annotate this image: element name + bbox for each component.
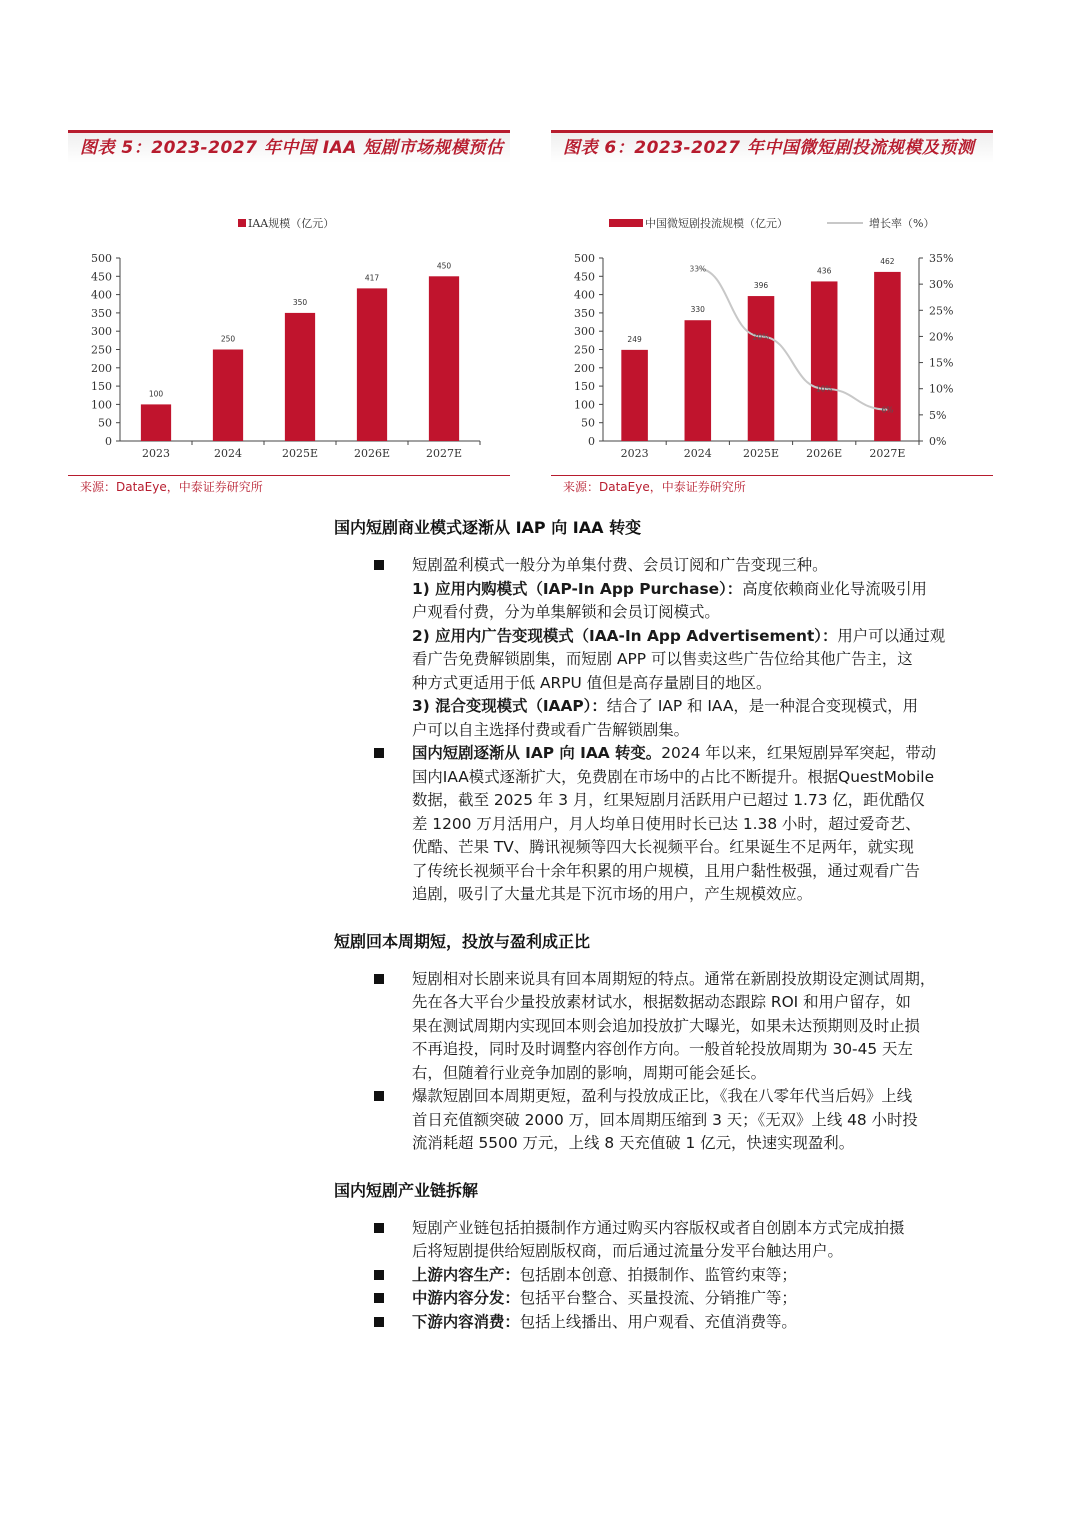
line-value-label: 10% [815, 384, 833, 394]
square-bullet-icon [374, 748, 384, 758]
model-name: 1) 应用内购模式（IAP-In App Purchase）： [412, 579, 743, 598]
square-bullet-icon [374, 1270, 384, 1280]
bar [429, 276, 459, 441]
line-value-label: 33% [689, 264, 707, 274]
bar-value-label: 330 [690, 305, 705, 315]
square-bullet-icon [374, 1293, 384, 1303]
list-item [336, 968, 1006, 1086]
paragraph-line: 首日充值额突破 2000 万，回本周期压缩到 3 天；《无双》上线 48 小时投 [412, 1110, 918, 1129]
bar-value-label: 249 [627, 334, 642, 344]
paragraph-line: 短剧盈利模式一般分为单集付费、会员订阅和广告变现三种。 [412, 556, 828, 574]
bar [685, 320, 712, 441]
figure-source: 来源：DataEye，中泰证券研究所 [551, 475, 993, 495]
iaa-market-size-chart [68, 163, 510, 463]
paragraph-line: 先在各大平台少量投放素材试水，根据数据动态跟踪 ROI 和用户留存，如 [412, 993, 911, 1011]
paragraph-line: 上游内容生产：包括剧本创意、拍摄制作、监管约束等； [412, 1265, 797, 1284]
line-value-label: 20% [752, 332, 770, 342]
bar-value-label: 462 [880, 256, 895, 266]
paragraph-line: 1) 应用内购模式（IAP-In App Purchase）：高度依赖商业化导流吸引用 [412, 579, 927, 598]
legend-swatch [609, 219, 643, 227]
paragraph-line: 短剧产业链包括拍摄制作方通过购买内容版权或者自创剧本方式完成拍摄 [412, 1218, 905, 1237]
bar [621, 350, 648, 441]
model-name: 3) 混合变现模式（IAAP）： [412, 697, 607, 715]
figure-title: 图表 6：2023-2027 年中国微短剧投流规模及预测 [551, 130, 993, 163]
square-bullet-icon [374, 1223, 384, 1233]
section-heading: 国内短剧产业链拆解 [334, 1180, 479, 1200]
legend-label: 中国微短剧投流规模（亿元） [645, 217, 788, 230]
model-name: 2) 应用内广告变现模式（IAA-In App Advertisement）： [412, 626, 838, 645]
bar [213, 350, 243, 442]
paragraph-line: 看广告免费解锁剧集，而短剧 APP 可以售卖这些广告位给其他广告主，这 [412, 650, 913, 668]
paragraph-line: 后将短剧提供给短剧版权商，而后通过流量分发平台触达用户。 [412, 1242, 843, 1260]
x-tick-label: 2024 [683, 447, 712, 460]
y-tick-label: 250 [574, 343, 595, 357]
y-tick-label: 300 [574, 325, 595, 339]
list-item [336, 1264, 1006, 1288]
bar [748, 296, 775, 441]
bar-value-label: 417 [364, 273, 380, 283]
x-tick-label: 2023 [620, 447, 649, 460]
growth-rate-line [698, 268, 888, 409]
y-tick-label: 50 [98, 416, 112, 430]
y-tick-label: 0 [588, 435, 595, 448]
y-tick-label: 100 [91, 398, 112, 412]
figure-title: 图表 5：2023-2027 年中国 IAA 短剧市场规模预估 [68, 130, 510, 163]
list-item [336, 1287, 1006, 1311]
y-tick-label: 500 [91, 252, 112, 265]
article-body [336, 515, 1006, 1334]
legend-label: IAA规模（亿元） [248, 217, 335, 230]
y2-tick-label: 0% [929, 435, 947, 448]
y-tick-label: 400 [91, 288, 112, 302]
paragraph-line: 国内短剧逐渐从 IAP 向 IAA 转变。2024 年以来，红果短剧异军突起，带动 [412, 744, 937, 762]
line-value-label: 6% [881, 405, 894, 415]
figure-6 [551, 130, 993, 495]
legend-label: 增长率（%） [869, 217, 935, 230]
x-tick-label: 2025E [281, 447, 319, 460]
paragraph-line: 不再追投，同时及时调整内容创作方向。一般首轮投放周期为 30-45 天左 [412, 1040, 913, 1058]
list-item [336, 554, 1006, 742]
section-heading: 国内短剧商业模式逐渐从 IAP 向 IAA 转变 [334, 518, 642, 537]
x-tick-label: 2027E [869, 447, 906, 460]
bar-value-label: 396 [753, 281, 769, 291]
paragraph-line: 户可以自主选择付费或看广告解锁剧集。 [412, 720, 690, 739]
paragraph-line: 数据，截至 2025 年 3 月，红果短剧月活跃用户已超过 1.73 亿，距优酷仅 [412, 791, 925, 809]
paragraph-line: 了传统长视频平台十余年积累的用户规模，且用户黏性极强，通过观看广告 [412, 861, 920, 880]
paragraph-line: 果在测试周期内实现回本则会追加投放扩大曝光，如果未达预期则及时止损 [412, 1016, 920, 1035]
paragraph-line: 追剧，吸引了大量尤其是下沉市场的用户，产生规模效应。 [412, 885, 813, 903]
x-tick-label: 2026E [806, 447, 843, 460]
paragraph-line: 国内IAA模式逐渐扩大，免费剧在市场中的占比不断提升。根据QuestMobile [412, 767, 935, 786]
bar [285, 313, 315, 441]
square-bullet-icon [374, 1317, 384, 1327]
list-item [336, 1217, 1006, 1264]
square-bullet-icon [374, 560, 384, 570]
list-item [336, 1085, 1006, 1156]
y-tick-label: 150 [574, 380, 595, 394]
square-bullet-icon [374, 1091, 384, 1101]
bar-value-label: 350 [292, 297, 308, 307]
x-tick-label: 2027E [425, 447, 463, 460]
y-tick-label: 350 [574, 306, 595, 320]
bar [357, 288, 387, 441]
list-item [336, 742, 1006, 907]
y-tick-label: 200 [91, 361, 112, 375]
paragraph-line: 下游内容消费：包括上线播出、用户观看、充值消费等。 [412, 1312, 797, 1331]
square-bullet-icon [374, 974, 384, 984]
y-tick-label: 50 [581, 416, 595, 430]
bar [811, 281, 838, 441]
section-heading: 短剧回本周期短，投放与盈利成正比 [334, 931, 591, 951]
y-tick-label: 450 [574, 270, 595, 284]
x-tick-label: 2023 [142, 447, 170, 460]
y2-tick-label: 10% [929, 382, 954, 396]
figure-5 [68, 130, 510, 495]
paragraph-line: 差 1200 万月活用户，月人均单日使用时长已达 1.38 小时，超过爱奇艺、 [412, 814, 921, 833]
y2-tick-label: 25% [929, 304, 954, 318]
paragraph-line: 中游内容分发：包括平台整合、买量投流、分销推广等； [412, 1289, 797, 1307]
y-tick-label: 100 [574, 398, 595, 412]
bar [141, 404, 171, 441]
y-tick-label: 500 [574, 252, 595, 265]
y2-tick-label: 5% [929, 408, 947, 422]
x-tick-label: 2026E [353, 447, 391, 460]
y-tick-label: 150 [91, 380, 112, 394]
y-tick-label: 0 [105, 435, 112, 448]
y-tick-label: 200 [574, 361, 595, 375]
y-tick-label: 250 [91, 343, 112, 357]
paragraph-line: 2) 应用内广告变现模式（IAA-In App Advertisement）：用户可以通过观 [412, 626, 946, 645]
figure-source: 来源：DataEye，中泰证券研究所 [68, 475, 510, 495]
micro-drama-ad-spend-chart [551, 163, 993, 463]
bar-value-label: 100 [148, 389, 164, 399]
paragraph-line: 优酷、芒果 TV、腾讯视频等四大长视频平台。红果诞生不足两年，就实现 [412, 838, 914, 856]
bar-value-label: 450 [436, 261, 452, 271]
y2-tick-label: 15% [929, 356, 954, 370]
x-tick-label: 2024 [214, 447, 242, 460]
y-tick-label: 450 [91, 270, 112, 284]
paragraph-line: 流消耗超 5500 万元，上线 8 天充值破 1 亿元，快速实现盈利。 [412, 1134, 855, 1152]
paragraph-line: 户观看付费，分为单集解锁和会员订阅模式。 [412, 603, 720, 621]
y2-tick-label: 20% [929, 330, 954, 344]
paragraph-line: 右，但随着行业竞争加剧的影响，周期可能会延长。 [412, 1063, 766, 1082]
y-tick-label: 400 [574, 288, 595, 302]
list-item [336, 1311, 1006, 1335]
y-tick-label: 300 [91, 325, 112, 339]
bar [874, 272, 901, 441]
bar-value-label: 250 [220, 334, 236, 344]
x-tick-label: 2025E [742, 447, 780, 460]
y2-tick-label: 35% [929, 252, 954, 265]
legend-swatch [238, 219, 246, 227]
paragraph-line: 3) 混合变现模式（IAAP）：结合了 IAP 和 IAA，是一种混合变现模式，用 [412, 697, 919, 715]
paragraph-line: 短剧相对长剧来说具有回本周期短的特点。通常在新剧投放期设定测试周期， [412, 969, 936, 988]
y-tick-label: 350 [91, 306, 112, 320]
y2-tick-label: 30% [929, 278, 954, 292]
paragraph-line: 种方式更适用于低 ARPU 值但是高存量剧目的地区。 [412, 673, 772, 692]
paragraph-line: 爆款短剧回本周期更短，盈利与投放成正比，《我在八零年代当后妈》上线 [412, 1087, 913, 1105]
bar-value-label: 436 [817, 266, 832, 276]
